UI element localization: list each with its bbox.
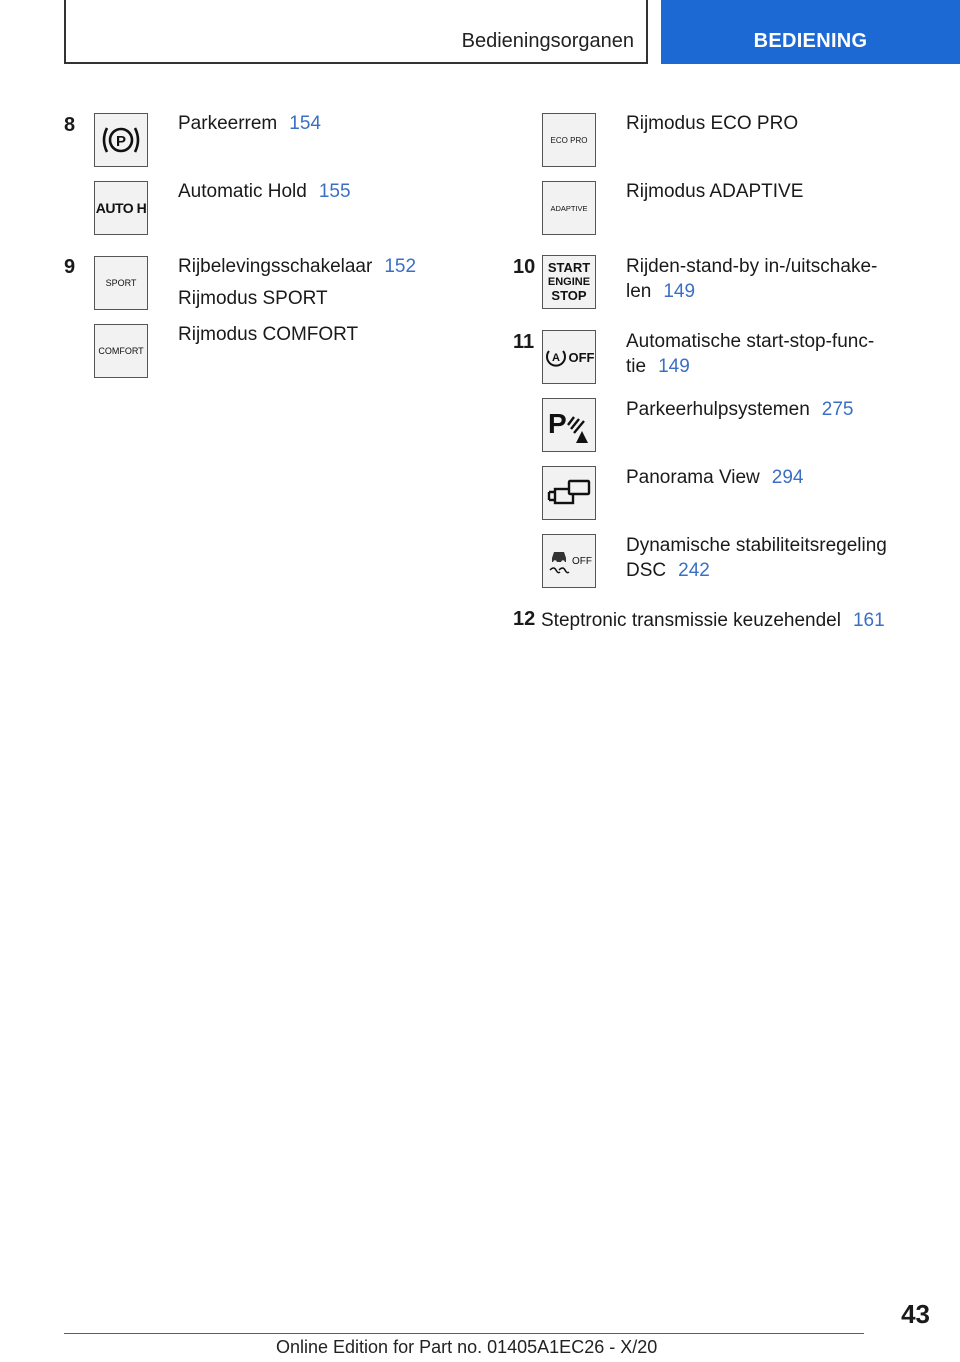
- label-rijmodus-adaptive: Rijmodus ADAPTIVE: [626, 181, 804, 202]
- item-number-8: 8: [64, 114, 76, 136]
- label-rijmodus-comfort: Rijmodus COMFORT: [178, 324, 359, 345]
- item-number-11: 11: [513, 331, 535, 353]
- page-ref-link[interactable]: 149: [663, 281, 696, 302]
- label-rijbelevingsschakelaar: Rijbelevingsschakelaar 152: [178, 256, 417, 277]
- auto-hold-icon: AUTO H: [94, 181, 148, 235]
- item-number-9: 9: [64, 256, 76, 278]
- label-parkeerrem: Parkeerrem 154: [178, 113, 321, 134]
- page-ref-link[interactable]: 275: [821, 399, 854, 420]
- label-steptronic: Steptronic transmissie keuzehendel 161: [541, 610, 885, 631]
- header-chapter-tab[interactable]: [661, 0, 960, 64]
- label-automatic-hold: Automatic Hold 155: [178, 181, 351, 202]
- dsc-off-icon: OFF: [542, 534, 596, 588]
- page-ref-link[interactable]: 149: [658, 356, 690, 377]
- start-engine-stop-icon: START ENGINE STOP: [542, 255, 596, 309]
- sport-icon: SPORT: [94, 256, 148, 310]
- item-number-12: 12: [513, 608, 536, 630]
- page-ref-link[interactable]: 154: [289, 113, 321, 134]
- label-rijmodus-sport: Rijmodus SPORT: [178, 288, 328, 309]
- page-ref-link[interactable]: 161: [852, 610, 885, 631]
- eco-pro-icon: ECO PRO: [542, 113, 596, 167]
- label-panorama-view: Panorama View 294: [626, 467, 804, 488]
- auto-start-stop-off-icon: A OFF: [542, 330, 596, 384]
- header-section-box: [64, 0, 648, 64]
- panorama-view-icon: [542, 466, 596, 520]
- park-assist-icon: [542, 398, 596, 452]
- page-ref-link[interactable]: 242: [678, 560, 710, 581]
- item-number-10: 10: [513, 256, 536, 278]
- footer-edition: Online Edition for Part no. 01405A1EC26 - X/20: [276, 1337, 658, 1357]
- comfort-icon: COMFORT: [94, 324, 148, 378]
- svg-text:A: A: [551, 352, 560, 364]
- label-automatische-start-stop: Automatische start-stop-func- tie 149: [626, 331, 875, 377]
- header-section-title: Bedieningsorganen: [461, 30, 634, 52]
- page-ref-link[interactable]: 152: [384, 256, 417, 277]
- footer-divider: [64, 1333, 864, 1334]
- header-chapter-title: BEDIENING: [753, 30, 868, 52]
- svg-text:P: P: [115, 133, 127, 150]
- label-rijden-stand-by: Rijden-stand-by in-/uitschake- len 149: [626, 256, 878, 302]
- label-rijmodus-eco-pro: Rijmodus ECO PRO: [626, 113, 799, 134]
- page-ref-link[interactable]: 294: [771, 467, 804, 488]
- label-parkeerhulpsystemen: Parkeerhulpsystemen 275: [626, 399, 854, 420]
- parking-brake-icon: [94, 113, 148, 167]
- adaptive-icon: ADAPTIVE: [542, 181, 596, 235]
- svg-text:P: P: [548, 408, 567, 439]
- page-number: 43: [901, 1299, 930, 1329]
- label-dsc: Dynamische stabiliteitsregeling DSC 242: [626, 535, 887, 581]
- page-ref-link[interactable]: 155: [318, 181, 351, 202]
